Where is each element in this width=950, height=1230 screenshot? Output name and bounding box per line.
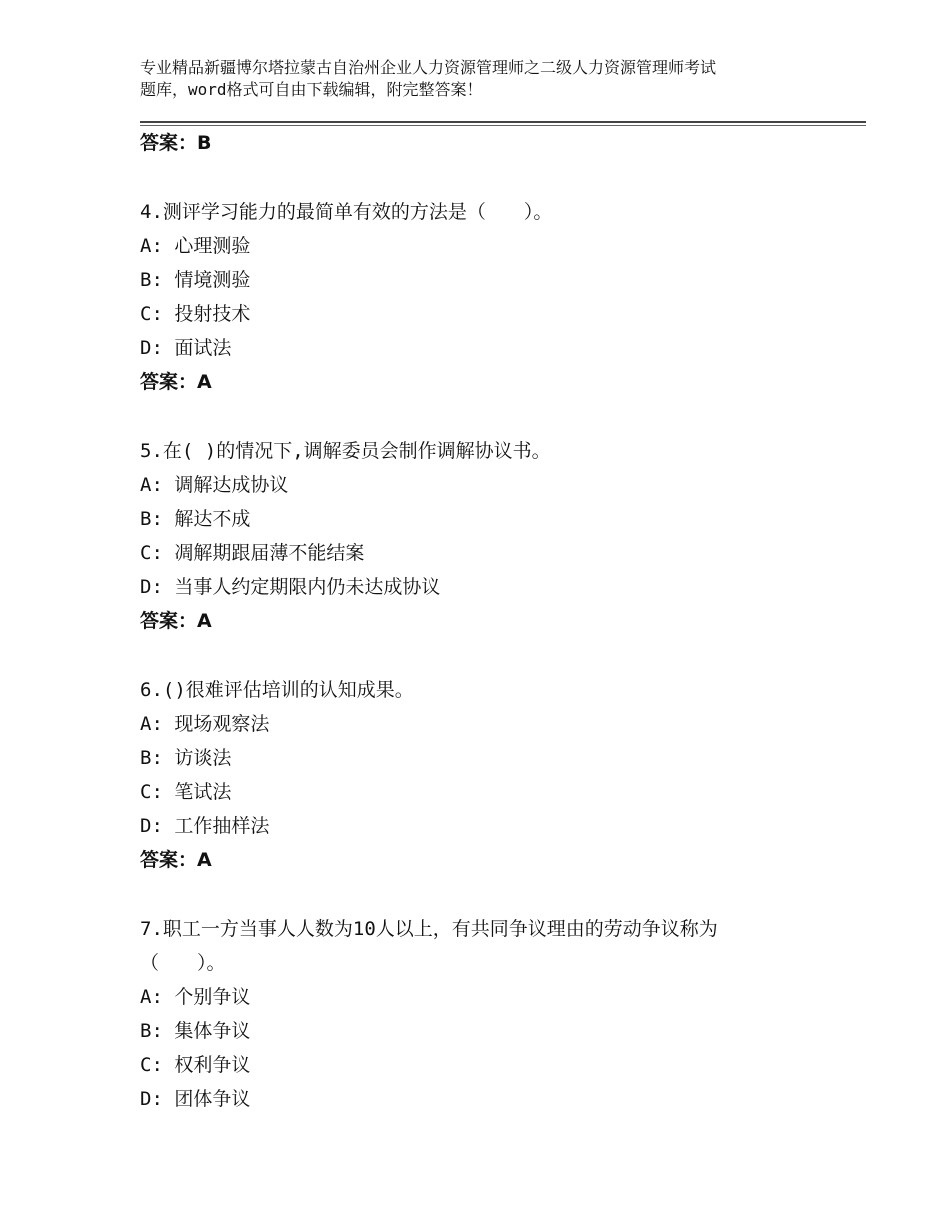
question-6-option-c: C: 笔试法 [140,781,232,803]
question-4-option-c: C: 投射技术 [140,303,251,325]
question-5-answer: 答案：A [140,610,212,632]
question-6-option-b: B: 访谈法 [140,747,232,769]
header-divider-thin [140,125,866,126]
question-7-option-a: A: 个别争议 [140,986,251,1008]
question-6-stem: 6.()很难评估培训的认知成果。 [140,679,414,701]
question-7-option-d: D: 团体争议 [140,1088,251,1110]
question-7-option-b: B: 集体争议 [140,1020,251,1042]
question-5-stem: 5.在( )的情况下,调解委员会制作调解协议书。 [140,440,551,462]
question-5-option-a: A: 调解达成协议 [140,474,289,496]
question-4-option-a: A: 心理测验 [140,235,251,257]
question-4-stem: 4.测评学习能力的最简单有效的方法是（ ）。 [140,201,553,223]
header-title-line-2: 题库，word格式可自由下载编辑，附完整答案！ [140,80,483,99]
previous-answer: 答案：B [140,132,212,154]
question-4-option-b: B: 情境测验 [140,269,251,291]
question-7-stem: 7.职工一方当事人人数为10人以上，有共同争议理由的劳动争议称为 [140,918,718,940]
question-4-answer: 答案：A [140,371,212,393]
header-divider-thick [140,121,866,123]
question-5-option-d: D: 当事人约定期限内仍未达成协议 [140,576,441,598]
question-6-answer: 答案：A [140,849,212,871]
question-6-option-d: D: 工作抽样法 [140,815,270,837]
question-4-option-d: D: 面试法 [140,337,232,359]
page-header [140,57,820,101]
question-6-option-a: A: 现场观察法 [140,713,270,735]
question-7-option-c: C: 权利争议 [140,1054,251,1076]
question-7-stem-continued: （ ）。 [140,952,226,974]
header-title-line-1: 专业精品新疆博尔塔拉蒙古自治州企业人力资源管理师之二级人力资源管理师考试 [140,58,717,77]
question-5-option-c: C: 凋解期跟届薄不能结案 [140,542,365,564]
question-5-option-b: B: 解达不成 [140,508,251,530]
